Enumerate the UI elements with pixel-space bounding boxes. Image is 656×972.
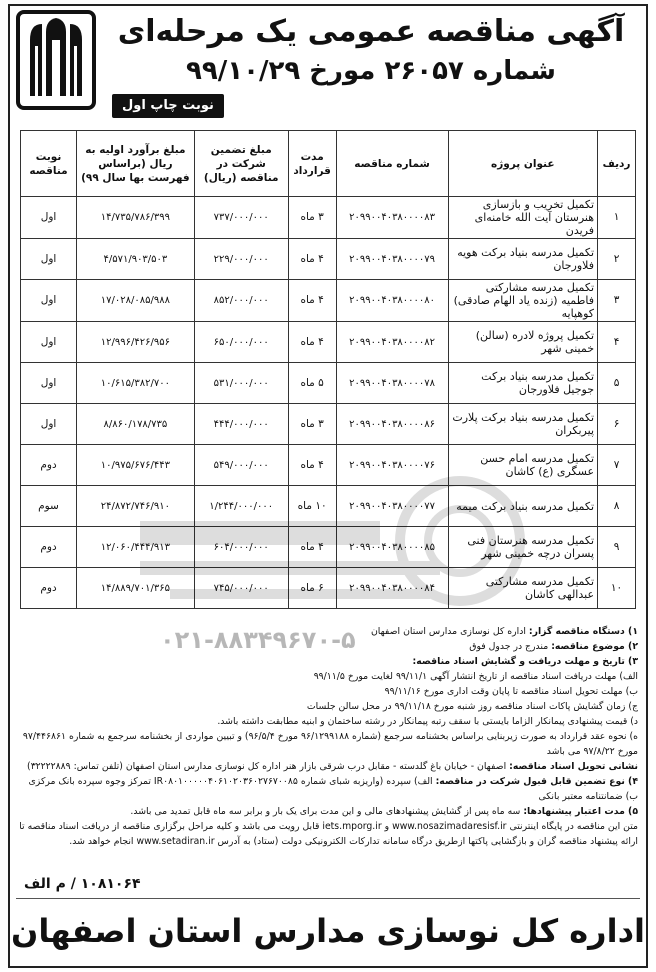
tender-round: اول: [21, 322, 77, 363]
table-row: [21, 363, 636, 404]
row-index: ۱: [598, 197, 636, 239]
guarantee-amount: ۵۳۱/۰۰۰/۰۰۰: [194, 363, 288, 404]
tender-number: ۲۰۹۹۰۰۴۰۳۸۰۰۰۰۸۶: [336, 404, 448, 445]
contract-duration: ۴ ماه: [288, 445, 336, 486]
table-row: [21, 280, 636, 322]
note-schedule-b: ب) مهلت تحویل اسناد مناقصه تا پایان وقت اداری مورخ ۹۹/۱۱/۱۶: [384, 686, 638, 697]
table-row: [21, 445, 636, 486]
column-header: عنوان پروژه: [448, 131, 598, 197]
column-header: ردیف: [598, 131, 636, 197]
footer-organization: اداره کل نوسازی مدارس استان اصفهان: [11, 912, 645, 950]
row-index: ۶: [598, 404, 636, 445]
tender-round: اول: [21, 404, 77, 445]
table-header-row: [21, 131, 636, 197]
contract-duration: ۶ ماه: [288, 568, 336, 609]
row-index: ۳: [598, 280, 636, 322]
estimate-amount: ۱۲/۰۶۰/۴۴۴/۹۱۳: [77, 527, 195, 568]
tender-number: ۲۰۹۹۰۰۴۰۳۸۰۰۰۰۷۸: [336, 363, 448, 404]
guarantee-amount: ۱/۲۴۴/۰۰۰/۰۰۰: [194, 486, 288, 527]
column-header: مبلغ تضمین شرکت در مناقصه (ریال): [194, 131, 288, 197]
notice-number-date: شماره ۲۶۰۵۷ مورخ ۹۹/۱۰/۲۹: [186, 56, 556, 86]
guarantee-amount: ۸۵۲/۰۰۰/۰۰۰: [194, 280, 288, 322]
table-row: [21, 568, 636, 609]
advertisement-page: [8, 4, 648, 968]
contract-duration: ۳ ماه: [288, 197, 336, 239]
contract-duration: ۵ ماه: [288, 363, 336, 404]
table-row: [21, 322, 636, 363]
note-schedule-c: ج) زمان گشایش پاکات اسناد مناقصه روز شنبه مورخ ۹۹/۱۱/۱۸ در محل سالن جلسات: [306, 701, 638, 712]
reference-number: ۱۰۸۱۰۶۴ / م الف: [24, 876, 141, 892]
tender-round: اول: [21, 280, 77, 322]
row-index: ۱۰: [598, 568, 636, 609]
organization-logo-icon: [16, 10, 96, 110]
note-schedule-d: د) قیمت پیشنهادی پیمانکار الزاما بایستی با سقف رتبه پیمانکار در رشته ساختمان و ابنیه مطابقت داشته باشد.: [217, 716, 638, 727]
contract-duration: ۴ ماه: [288, 322, 336, 363]
contract-duration: ۴ ماه: [288, 280, 336, 322]
guarantee-amount: ۶۰۴/۰۰۰/۰۰۰: [194, 527, 288, 568]
guarantee-amount: ۷۴۵/۰۰۰/۰۰۰: [194, 568, 288, 609]
estimate-amount: ۱۴/۸۸۹/۷۰۱/۳۶۵: [77, 568, 195, 609]
note-guarantee: ۴) نوع تضمین قابل قبول شرکت در مناقصه: الف) سپرده (واریزبه شبای شماره IR۰۸۰۱۰۰۰۰۰۴۰۶۱۰۲۰۳۶۰۲۷۶۷۰۰۸۵ تمرکز وجوه سپرده بانک مرکزی ب) ضمانتنامه معتبر بانکی: [28, 776, 638, 802]
row-index: ۷: [598, 445, 636, 486]
tender-round: دوم: [21, 445, 77, 486]
row-index: ۸: [598, 486, 636, 527]
notice-title: آگهی مناقصه عمومی یک مرحله‌ای: [117, 14, 625, 49]
tender-round: اول: [21, 363, 77, 404]
note-address: نشانی تحویل اسناد مناقصه: اصفهان - خیابان باغ گلدسته - مقابل درب شرقی بازار هنر اداره کل نوسازی مدارس استان اصفهان (تلفن تماس: ۳۲۲۲۲۸۸۹): [27, 761, 638, 772]
tender-round: سوم: [21, 486, 77, 527]
table-row: [21, 527, 636, 568]
project-title: تکمیل مدرسه هنرستان فنی پسران درچه خمینی شهر: [448, 527, 598, 568]
header: [10, 6, 646, 118]
estimate-amount: ۱۰/۶۱۵/۳۸۲/۷۰۰: [77, 363, 195, 404]
row-index: ۹: [598, 527, 636, 568]
tender-number: ۲۰۹۹۰۰۴۰۳۸۰۰۰۰۸۴: [336, 568, 448, 609]
note-schedule-a: الف) مهلت دریافت اسناد مناقصه از تاریخ انتشار آگهی ۹۹/۱۱/۱ لغایت مورخ ۹۹/۱۱/۵: [313, 671, 638, 682]
contract-duration: ۴ ماه: [288, 527, 336, 568]
contract-duration: ۳ ماه: [288, 404, 336, 445]
watermark-phone: ۰۲۱-۸۸۳۴۹۶۷۰-۵: [160, 626, 356, 654]
column-header: شماره مناقصه: [336, 131, 448, 197]
column-header: مدت قرارداد: [288, 131, 336, 197]
table-row: [21, 486, 636, 527]
guarantee-amount: ۲۲۹/۰۰۰/۰۰۰: [194, 239, 288, 280]
estimate-amount: ۲۴/۸۷۲/۷۴۶/۹۱۰: [77, 486, 195, 527]
tender-number: ۲۰۹۹۰۰۴۰۳۸۰۰۰۰۷۷: [336, 486, 448, 527]
row-index: ۵: [598, 363, 636, 404]
project-title: تکمیل پروژه لادره (سالن) خمینی شهر: [448, 322, 598, 363]
estimate-amount: ۴/۵۷۱/۹۰۳/۵۰۳: [77, 239, 195, 280]
project-title: تکمیل مدرسه مشارکتی فاطمیه (زنده یاد الهام صادقی) کوهپایه: [448, 280, 598, 322]
footer-divider: [16, 898, 640, 899]
row-index: ۴: [598, 322, 636, 363]
estimate-amount: ۱۰/۹۷۵/۶۷۶/۴۴۳: [77, 445, 195, 486]
estimate-amount: ۸/۸۶۰/۱۷۸/۷۳۵: [77, 404, 195, 445]
tender-number: ۲۰۹۹۰۰۴۰۳۸۰۰۰۰۸۰: [336, 280, 448, 322]
project-title: تکمیل مدرسه بنیاد برکت جوجیل فلاورجان: [448, 363, 598, 404]
guarantee-amount: ۶۵۰/۰۰۰/۰۰۰: [194, 322, 288, 363]
note-schedule-h: ه) نحوه عقد قرارداد به صورت زیربنایی براساس بخشنامه سرجمع (شماره ۹۶/۱۲۹۹۱۸۸ مورخ ۹۶/۵/۴) و تبیین مواردی از بخشنامه سرجمع به شماره ۹۷/۴۴۶۸۶۱ مورخ ۹۷/۸/۲۲ می باشد: [22, 731, 638, 757]
guarantee-amount: ۷۳۷/۰۰۰/۰۰۰: [194, 197, 288, 239]
tender-round: اول: [21, 239, 77, 280]
note-online: متن این مناقصه در پایگاه اینترنتی www.nosazimadaresisf.ir و iets.mporg.ir قابل رویت می باشد و کلیه مراحل برگزاری مناقصه از دریافت اسناد مناقصه تا ارائه پیشنهاد مناقصه گران و بازگشایی پاکتها ازطریق درگاه سامانه تدارکات الکترونیکی دولت (ستاد) به آدرس www.setadiran.ir انجام خواهد شد.: [19, 821, 638, 847]
column-header: نوبت مناقصه: [21, 131, 77, 197]
project-title: تکمیل مدرسه مشارکتی عبدالهی کاشان: [448, 568, 598, 609]
project-title: تکمیل تخریب و بازسازی هنرستان آیت الله خامنه‌ای فریدن: [448, 197, 598, 239]
tender-number: ۲۰۹۹۰۰۴۰۳۸۰۰۰۰۷۹: [336, 239, 448, 280]
tender-round: اول: [21, 197, 77, 239]
tender-round: دوم: [21, 527, 77, 568]
table-row: [21, 197, 636, 239]
guarantee-amount: ۵۴۹/۰۰۰/۰۰۰: [194, 445, 288, 486]
contract-duration: ۱۰ ماه: [288, 486, 336, 527]
tender-number: ۲۰۹۹۰۰۴۰۳۸۰۰۰۰۸۲: [336, 322, 448, 363]
project-title: تکمیل مدرسه بنیاد برکت میمه: [448, 486, 598, 527]
estimate-amount: ۱۷/۰۲۸/۰۸۵/۹۸۸: [77, 280, 195, 322]
table-row: [21, 404, 636, 445]
note-schedule-heading: ۳) تاریخ و مهلت دریافت و گشایش اسناد مناقصه:: [412, 656, 638, 667]
estimate-amount: ۱۴/۷۳۵/۷۸۶/۳۹۹: [77, 197, 195, 239]
project-title: تکمیل مدرسه بنیاد برکت پلارت پیربکران: [448, 404, 598, 445]
tender-number: ۲۰۹۹۰۰۴۰۳۸۰۰۰۰۸۵: [336, 527, 448, 568]
contract-duration: ۴ ماه: [288, 239, 336, 280]
notes-section: [18, 624, 638, 849]
tender-table: [20, 130, 636, 609]
tender-round: دوم: [21, 568, 77, 609]
estimate-amount: ۱۲/۹۹۶/۴۲۶/۹۵۶: [77, 322, 195, 363]
print-round-badge: نوبت چاپ اول: [112, 94, 224, 118]
guarantee-amount: ۴۴۴/۰۰۰/۰۰۰: [194, 404, 288, 445]
row-index: ۲: [598, 239, 636, 280]
note-subject: ۲) موضوع مناقصه: مندرج در جدول فوق: [469, 641, 638, 652]
tender-number: ۲۰۹۹۰۰۴۰۳۸۰۰۰۰۷۶: [336, 445, 448, 486]
note-organizer: ۱) دستگاه مناقصه گزار: اداره کل نوسازی مدارس استان اصفهان: [370, 626, 638, 637]
project-title: تکمیل مدرسه بنیاد برکت هویه فلاورجان: [448, 239, 598, 280]
note-validity: ۵) مدت اعتبار پیشنهادها: سه ماه پس از گشایش پیشنهادهای مالی و این مدت برای یک بار و برابر سه ماه قابل تمدید می باشد.: [130, 806, 638, 817]
column-header: مبلغ برآورد اولیه به ریال (براساس فهرست بها سال ۹۹): [77, 131, 195, 197]
project-title: تکمیل مدرسه امام حسن عسگری (ع) کاشان: [448, 445, 598, 486]
table-body: [21, 197, 636, 609]
table-row: [21, 239, 636, 280]
tender-number: ۲۰۹۹۰۰۴۰۳۸۰۰۰۰۸۳: [336, 197, 448, 239]
